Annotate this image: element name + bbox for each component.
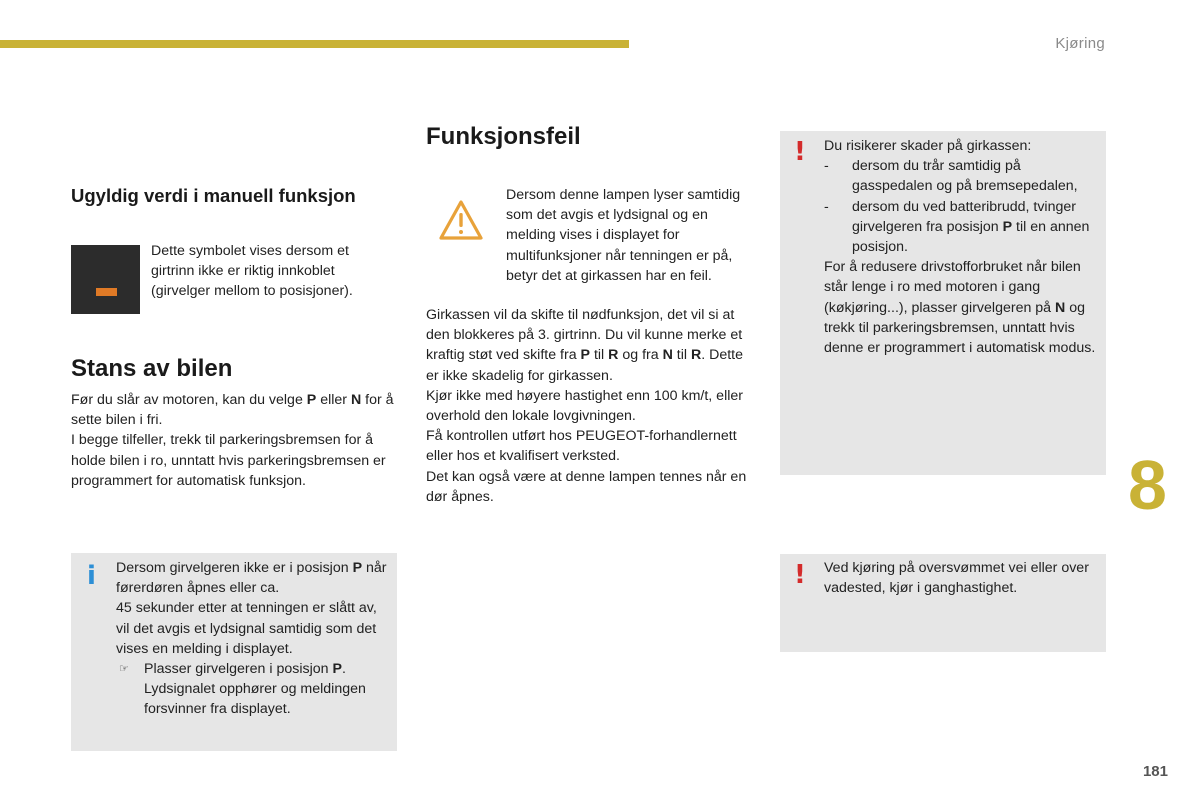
stopping-para-1: Før du slår av motoren, kan du velge P eller N for å sette bilen i fri. bbox=[71, 392, 394, 429]
malfunction-text bbox=[426, 305, 758, 507]
info-line-1: Dersom girvelgeren ikke er i posisjon P når førerdøren åpnes eller ca. bbox=[116, 560, 387, 597]
info-content bbox=[116, 558, 391, 720]
warning-box-gearbox-content bbox=[824, 136, 1102, 358]
warning-flooding-text: Ved kjøring på oversvømmet vei eller over vadested, kjør i ganghastighet. bbox=[824, 560, 1089, 597]
warning-exclamation-icon: ! bbox=[794, 137, 806, 167]
hand-pointer-icon: ☞ bbox=[119, 663, 129, 676]
info-line-2: 45 sekunder etter at tenningen er slått av, vil det avgis et lydsignal samtidig som det vises en melding i displayet. bbox=[116, 600, 377, 657]
warning-item-1: - dersom du trår samtidig på gasspedalen og på bremsepedalen, bbox=[824, 158, 1078, 195]
warning-fuel-paragraph: For å redusere drivstofforbruket når bilen står lenge i ro med motoren i gang (køkjøring...), plasser girvelgeren på N og trekk til parkeringsbremsen, unntatt hvis denne er programmert i automatisk modus. bbox=[824, 259, 1096, 357]
warning-box-gearbox bbox=[780, 131, 1106, 475]
warning-box-flooding bbox=[780, 554, 1106, 652]
section-title-invalid-value: Ugyldig verdi i manuell funksjon bbox=[71, 185, 356, 206]
section-title-stopping: Stans av bilen bbox=[71, 355, 233, 382]
gear-indicator-image bbox=[71, 245, 140, 314]
malfunction-para-2: Kjør ikke med høyere hastighet enn 100 km/t, eller overhold den lokale lovgivningen. bbox=[426, 387, 743, 425]
stopping-text bbox=[71, 390, 397, 491]
malfunction-para-3: Få kontrollen utført hos PEUGEOT-forhandlernett eller hos et kvalifisert verksted. bbox=[426, 428, 737, 465]
chapter-title: Kjøring bbox=[1055, 35, 1105, 52]
info-box bbox=[71, 553, 397, 751]
info-icon: i bbox=[87, 561, 96, 591]
stopping-para-2: I begge tilfeller, trekk til parkeringsbremsen for å holde bilen i ro, unntatt hvis parkeringsbremsen er programmert for automatisk funksjon. bbox=[71, 432, 386, 489]
warning-exclamation-icon: ! bbox=[794, 560, 806, 590]
warning-item-2: - dersom du ved batteribrudd, tvinger girvelgeren fra posisjon P til en annen posisjon. bbox=[824, 198, 1090, 256]
info-bullet: ☞ Plasser girvelgeren i posisjon P. Lydsignalet opphører og meldingen forsvinner fra displayet. bbox=[119, 661, 366, 718]
warning-triangle-icon bbox=[438, 198, 484, 244]
gear-indicator-bar-icon bbox=[96, 288, 117, 296]
page-number: 181 bbox=[1142, 763, 1168, 780]
lamp-description: Dersom denne lampen lyser samtidig som det avgis et lydsignal og en melding vises i displayet for multifunksjoner når tenningen er på, betyr det at girkassen har en feil. bbox=[506, 187, 741, 284]
header-accent-bar bbox=[0, 40, 629, 48]
malfunction-para-1: Girkassen vil da skifte til nødfunksjon, det vil si at den blokkeres på 3. girtrinn. Du vil kunne merke et kraftig støt ved skifte fra P til R og fra N til R. Dette er ikke skadelig for girkassen. bbox=[426, 307, 744, 384]
indicator-description: Dette symbolet vises dersom et girtrinn ikke er riktig innkoblet (girvelger mellom to posisjoner). bbox=[151, 243, 353, 300]
section-title-malfunction: Funksjonsfeil bbox=[426, 123, 581, 150]
chapter-number: 8 bbox=[1128, 446, 1167, 524]
warning-intro: Du risikerer skader på girkassen: bbox=[824, 138, 1032, 154]
malfunction-para-4: Det kan også være at denne lampen tennes når en dør åpnes. bbox=[426, 468, 747, 505]
